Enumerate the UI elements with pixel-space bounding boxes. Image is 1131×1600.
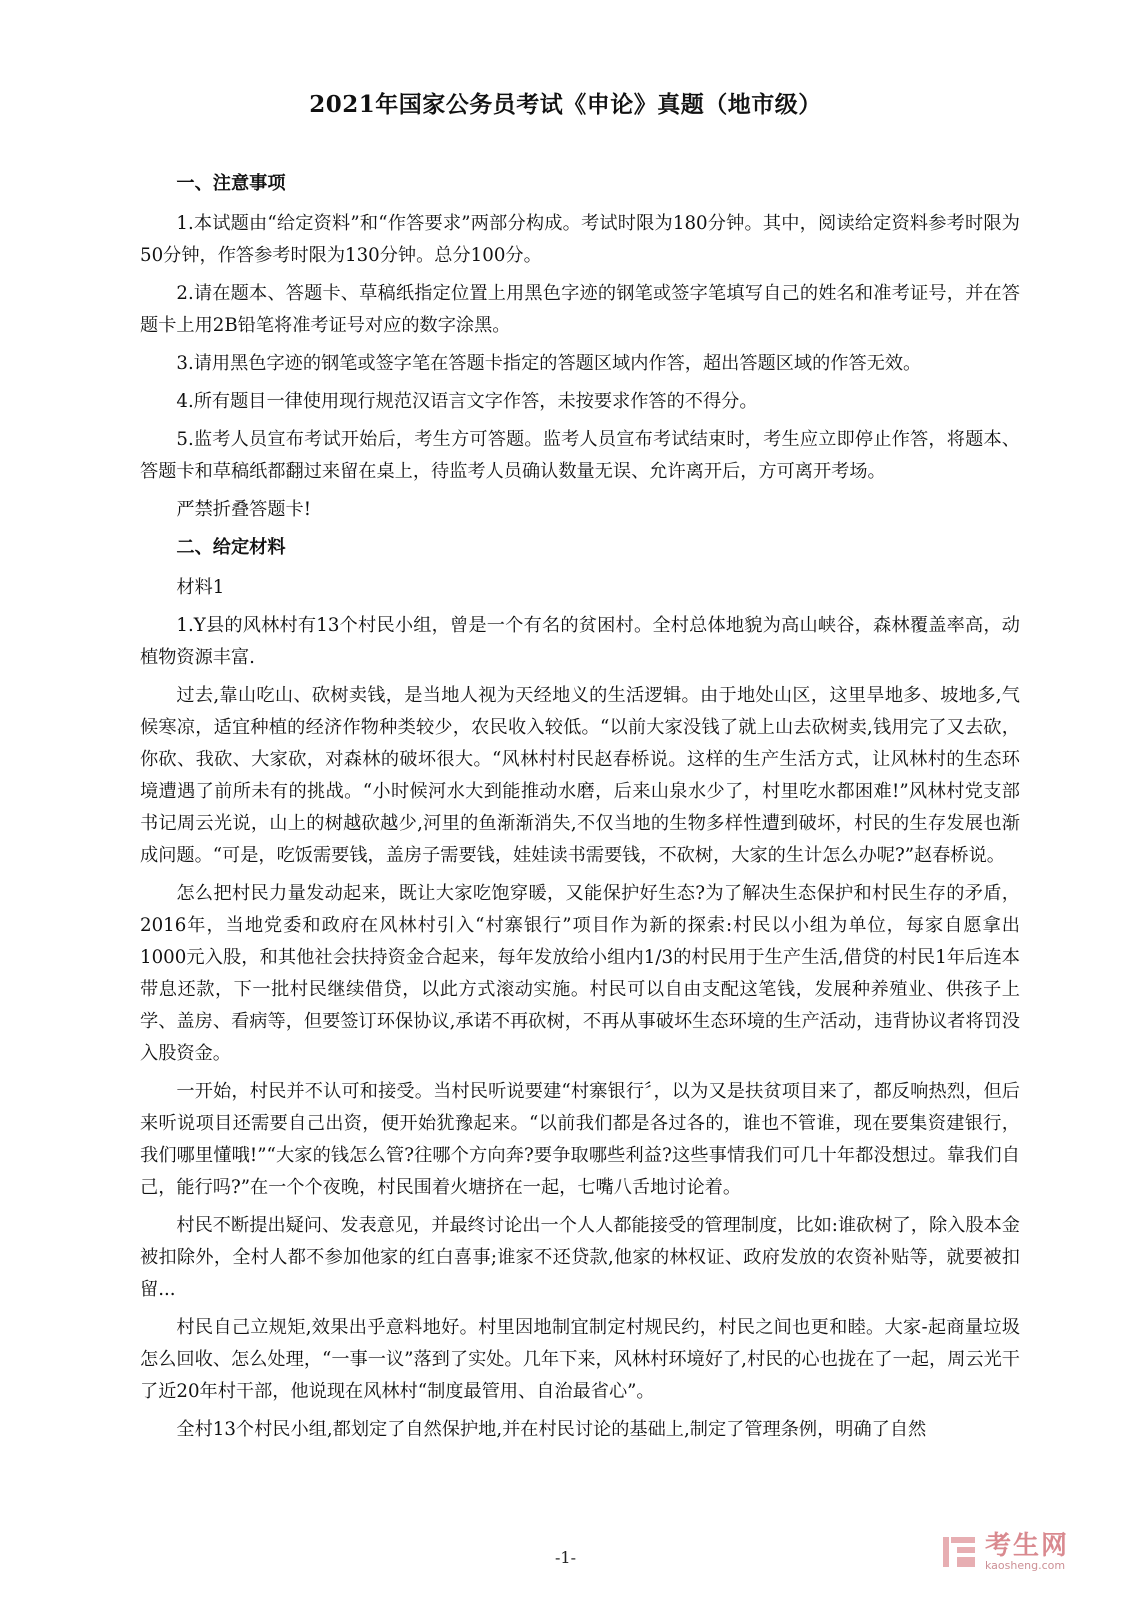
- note-warning: 严禁折叠答题卡!: [176, 499, 312, 520]
- material-label: 材料1: [176, 577, 225, 598]
- material-paragraph: 村民不断提出疑问、发表意见，并最终讨论出一个人人都能接受的管理制度，比如:谁砍树了，除入股本金被扣除外，全村人都不参加他家的红白喜事;谁家不还贷款,他家的林权证、政府发放的农资补贴等，就要被扣留...: [140, 1215, 1020, 1300]
- note-item: 5.监考人员宣布考试开始后，考生方可答题。监考人员宣布考试结束时，考生应立即停止作答，将题本、答题卡和草稿纸都翻过来留在桌上，待监考人员确认数量无误、允许离开后，方可离开考场。: [140, 429, 1020, 482]
- watermark: [941, 1524, 1111, 1580]
- material-paragraph: 村民自己立规矩,效果出乎意料地好。村里因地制宜制定村规民约，村民之间也更和睦。大家-起商量垃圾怎么回收、怎么处理，“一事一议”落到了实处。几年下来，风林村环境好了,村民的心也拢在了一起，周云光干了近20年村干部，他说现在风林村“制度最管用、自治最省心”。: [140, 1317, 1020, 1402]
- section-heading-notes: 一、注意事项: [176, 173, 286, 194]
- page-number: -1-: [555, 1548, 576, 1567]
- watermark-logo-icon: [941, 1533, 979, 1571]
- material-paragraph: 1.Y县的风林村有13个村民小组，曾是一个有名的贫困村。全村总体地貌为高山峡谷，森林覆盖率高，动植物资源丰富.: [140, 615, 1020, 668]
- page-title: 2021年国家公务员考试《申论》真题（地市级）: [309, 91, 822, 118]
- note-item: 2.请在题本、答题卡、草稿纸指定位置上用黑色字迹的钢笔或签字笔填写自己的姓名和准考证号，并在答题卡上用2B铅笔将准考证号对应的数字涂黑。: [140, 283, 1020, 336]
- note-item: 1.本试题由“给定资料”和“作答要求”两部分构成。考试时限为180分钟。其中，阅读给定资料参考时限为50分钟，作答参考时限为130分钟。总分100分。: [140, 213, 1020, 266]
- note-item: 3.请用黑色字迹的钢笔或签字笔在答题卡指定的答题区域内作答，超出答题区域的作答无效。: [176, 353, 922, 374]
- watermark-url: kaosheng.com: [985, 1559, 1066, 1573]
- watermark-brand: 考生网: [985, 1530, 1070, 1561]
- document-body: [140, 168, 1020, 1452]
- material-paragraph: 一开始，村民并不认可和接受。当村民听说要建“村寨银行〞，以为又是扶贫项目来了，都反响热烈，但后来听说项目还需要自己出资，便开始犹豫起来。“以前我们都是各过各的，谁也不管谁，现在要集资建银行，我们哪里懂哦!”“大家的钱怎么管?往哪个方向奔?要争取哪些利益?这些事情我们可几十年都没想过。靠我们自己，能行吗?”在一个个夜晚，村民围着火塘挤在一起，七嘴八舌地讨论着。: [140, 1081, 1020, 1198]
- material-paragraph: 过去,靠山吃山、砍树卖钱，是当地人视为天经地义的生活逻辑。由于地处山区，这里旱地多、坡地多,气候寒凉，适宜种植的经济作物种类较少，农民收入较低。“以前大家没钱了就上山去砍树卖,钱用完了又去砍，你砍、我砍、大家砍，对森林的破坏很大。“风林村村民赵春桥说。这样的生产生活方式，让风林村的生态环境遭遇了前所未有的挑战。“小时候河水大到能推动水磨，后来山泉水少了，村里吃水都困难!”风林村党支部书记周云光说，山上的树越砍越少,河里的鱼渐渐消失,不仅当地的生物多样性遭到破坏，村民的生存发展也渐成问题。“可是，吃饭需要钱，盖房子需要钱，娃娃读书需要钱，不砍树，大家的生计怎么办呢?”赵春桥说。: [140, 685, 1020, 866]
- section-heading-materials: 二、给定材料: [176, 537, 286, 558]
- material-paragraph: 怎么把村民力量发动起来，既让大家吃饱穿暖，又能保护好生态?为了解决生态保护和村民生存的矛盾，2016年，当地党委和政府在风林村引入“村寨银行”项目作为新的探索:村民以小组为单位，每家自愿拿出1000元入股，和其他社会扶持资金合起来，每年发放给小组内1/3的村民用于生产生活,借贷的村民1年后连本带息还款，下一批村民继续借贷，以此方式滚动实施。村民可以自由支配这笔钱，发展种养殖业、供孩子上学、盖房、看病等，但要签订环保协议,承诺不再砍树，不再从事破坏生态环境的生产活动，违背协议者将罚没入股资金。: [140, 883, 1020, 1064]
- note-item: 4.所有题目一律使用现行规范汉语言文字作答，未按要求作答的不得分。: [176, 391, 758, 412]
- material-paragraph: 全村13个村民小组,都划定了自然保护地,并在村民讨论的基础上,制定了管理条例，明确了自然: [176, 1419, 927, 1440]
